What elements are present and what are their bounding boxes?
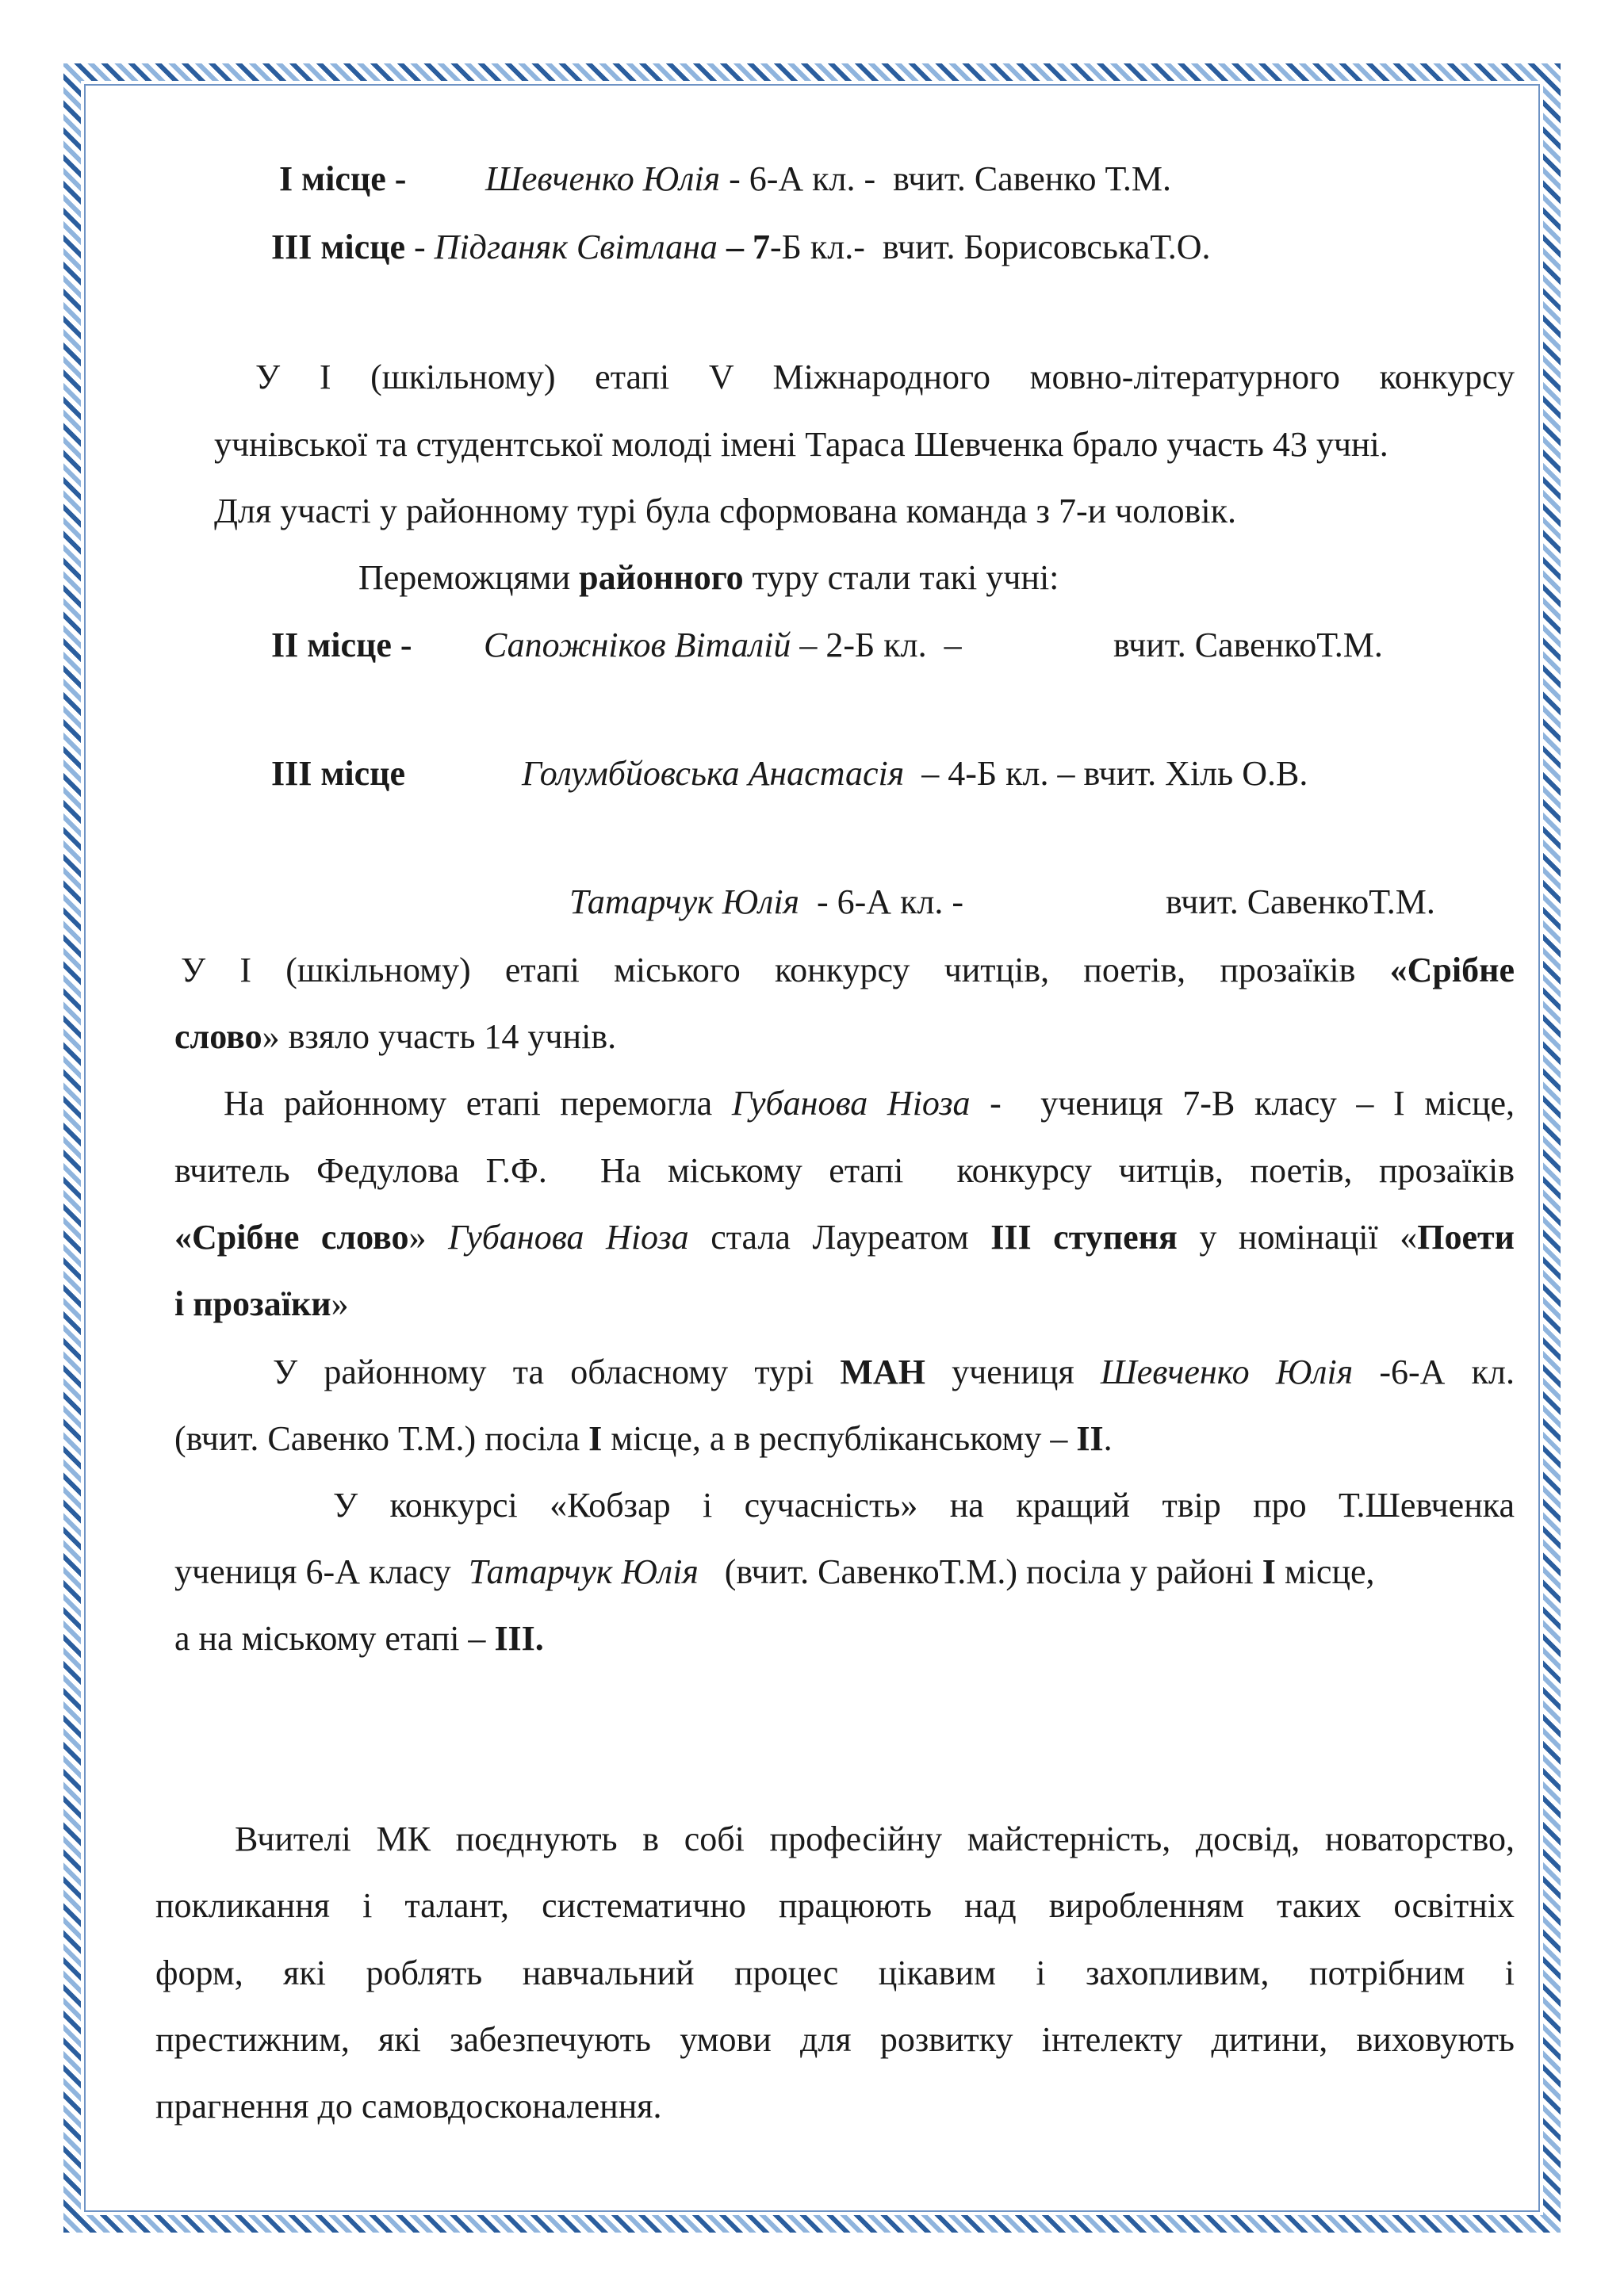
winner-row-1 xyxy=(279,157,406,201)
winner-class: -Б кл.- xyxy=(769,228,865,266)
winner-teacher: вчит. СавенкоТ.М. xyxy=(1113,626,1383,664)
paragraph-line: учнівської та студентської молоді імені Тараса Шевченка брало участь 43 учні. xyxy=(214,425,1388,464)
paragraph-line: Для участі у районному турі була сформована команда з 7-и чоловік. xyxy=(214,492,1237,530)
paragraph-line: престижним, які забезпечують умови для розвитку інтелекту дитини, виховують xyxy=(155,2020,1515,2059)
winner-name: Татарчук Юлія xyxy=(569,882,799,921)
district-winner-row-2-details xyxy=(522,752,1308,796)
winner-row-1-details xyxy=(485,157,1171,201)
paragraph-line: У І (шкільному) етапі V Міжнародного мовно-літературного конкурсу xyxy=(255,358,1515,396)
district-winner-row-3 xyxy=(569,880,963,924)
paragraph-line: Вчителі МК поєднують в собі професійну майстерність, досвід, новаторство, xyxy=(235,1820,1515,1858)
paragraph-line: Переможцями районного туру стали такі учні: xyxy=(358,558,1059,597)
paragraph-line: вчитель Федулова Г.Ф. На міському етапі конкурсу читців, поетів, прозаїків xyxy=(174,1151,1515,1190)
winner-teacher: вчит. БорисовськаТ.О. xyxy=(882,228,1211,266)
district-winner-row-3-teacher xyxy=(1166,880,1435,924)
district-winner-row-1-details xyxy=(484,623,962,668)
winner-name: Сапожніков Віталій xyxy=(484,626,791,664)
paragraph-line: слово» взяло участь 14 учнів. xyxy=(174,1017,617,1056)
district-winner-row-1 xyxy=(271,623,412,668)
winner-name: Підганяк Світлана xyxy=(434,228,718,266)
paragraph-line: а на міському етапі – ІІІ. xyxy=(174,1619,544,1658)
paragraph-line: У конкурсі «Кобзар і сучасність» на кращий твір про Т.Шевченка xyxy=(333,1486,1515,1525)
paragraph-line: У районному та обласному турі МАН учениця Шевченко Юлія -6-А кл. xyxy=(273,1353,1515,1391)
paragraph-line: учениця 6-А класу Татарчук Юлія (вчит. СавенкоТ.М.) посіла у районі І місце, xyxy=(174,1552,1375,1591)
winner-class: – 4-Б кл. – вчит. Хіль О.В. xyxy=(904,754,1308,793)
district-winner-row-1-teacher xyxy=(1113,623,1383,668)
winner-class: - 6-А кл. - xyxy=(799,882,964,921)
winner-class: – 2-Б кл. – xyxy=(791,626,962,664)
paragraph-line: прагнення до самовдосконалення. xyxy=(155,2087,662,2126)
paragraph-line: і прозаїки» xyxy=(174,1284,349,1323)
paragraph-line: форм, які роблять навчальний процес цікавим і захопливим, потрібним і xyxy=(155,1954,1515,1992)
place-label: І місце - xyxy=(279,159,407,198)
place-label: ІІ місце - xyxy=(271,626,412,664)
place-label: ІІІ місце xyxy=(271,754,405,793)
paragraph-line: На районному етапі перемогла Губанова Ніоза - учениця 7-В класу – І місце, xyxy=(224,1084,1515,1123)
winner-teacher: вчит. Савенко Т.М. xyxy=(893,159,1172,198)
paragraph-line: У І (шкільному) етапі міського конкурсу читців, поетів, прозаїків «Срібне xyxy=(181,951,1515,989)
district-winner-row-2 xyxy=(271,752,405,796)
winner-name: Шевченко Юлія xyxy=(485,159,721,198)
place-label: ІІІ місце xyxy=(271,228,405,266)
paragraph-line: «Срібне слово» Губанова Ніоза стала Лауреатом ІІІ ступеня у номінації «Поети xyxy=(174,1218,1515,1257)
winner-teacher: вчит. СавенкоТ.М. xyxy=(1166,882,1435,921)
winner-row-2: ІІІ місце - Підганяк Світлана – 7-Б кл.- вчит. БорисовськаТ.О. xyxy=(271,228,1211,266)
paragraph-line: покликання і талант, систематично працюють над виробленням таких освітніх xyxy=(155,1886,1515,1925)
winner-class: - 6-А кл. - xyxy=(720,159,876,198)
paragraph-line: (вчит. Савенко Т.М.) посіла І місце, а в республіканському – ІІ. xyxy=(174,1419,1113,1458)
winner-name: Голумбйовська Анастасія xyxy=(522,754,905,793)
